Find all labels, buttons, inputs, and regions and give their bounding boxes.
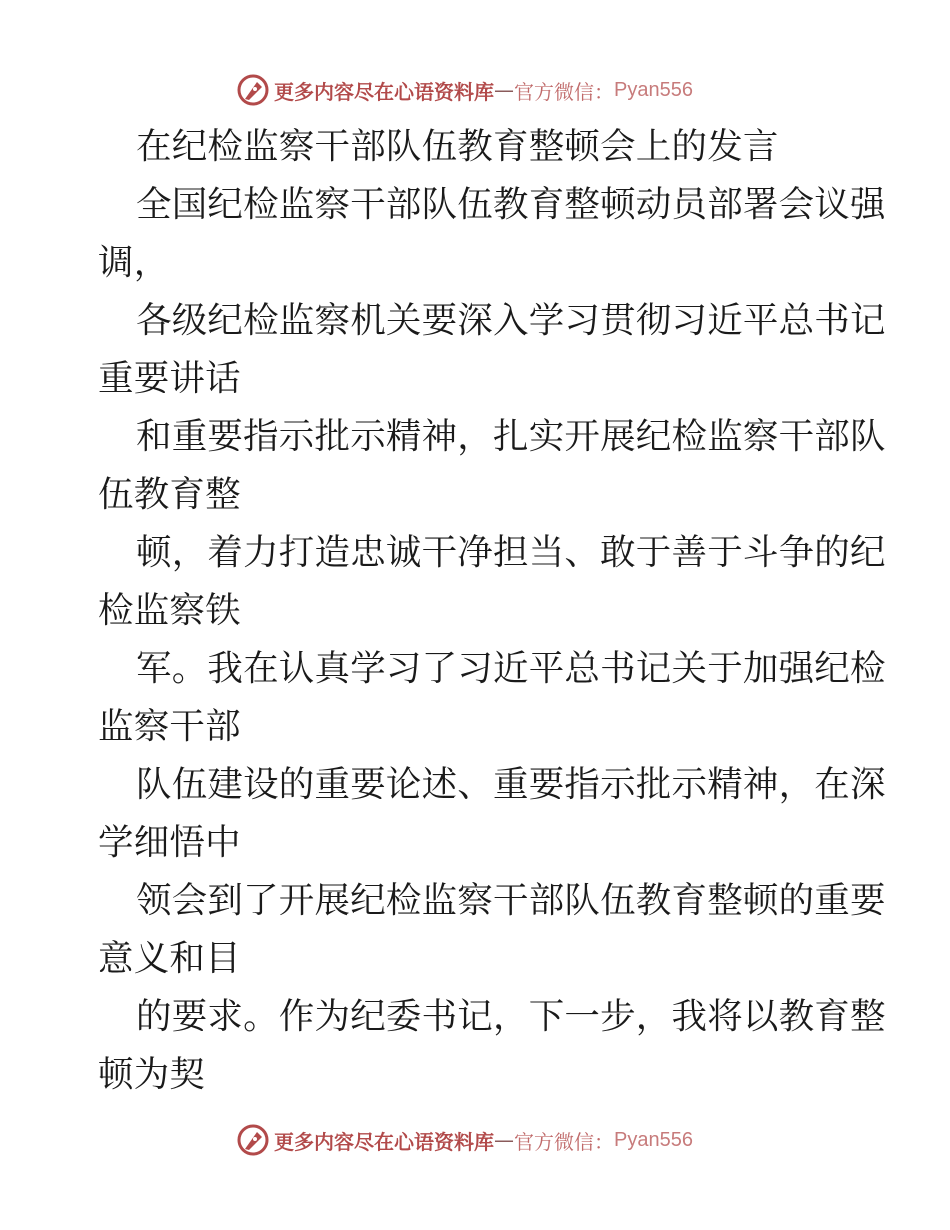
watermark-contact-label: 官方微信：: [514, 79, 614, 104]
paragraph-line: 监察干部: [98, 706, 241, 747]
paragraph-line: 伍教育整: [98, 474, 241, 515]
watermark-contact-label: 官方微信：: [514, 1129, 614, 1154]
paragraph-line: 意义和目: [98, 938, 241, 979]
document-body: [98, 118, 886, 1104]
paragraph-line: 和重要指示批示精神，扎实开展纪检监察干部队: [136, 416, 886, 457]
watermark-separator: —: [494, 1128, 514, 1152]
pen-nib-logo-icon: [236, 73, 270, 107]
footer-watermark: [236, 1122, 693, 1158]
paragraph-line: 检监察铁: [98, 590, 241, 631]
document-title-line: 在纪检监察干部队伍教育整顿会上的发言: [136, 126, 779, 167]
paragraph-line: 重要讲话: [98, 358, 241, 399]
watermark-main-text: 更多内容尽在心语资料库: [274, 79, 494, 104]
paragraph-line: 的要求。作为纪委书记，下一步，我将以教育整: [136, 996, 886, 1037]
paragraph-line: 各级纪检监察机关要深入学习贯彻习近平总书记: [136, 300, 886, 341]
watermark-contact-id: Pyan556: [614, 78, 693, 101]
watermark-contact-id: Pyan556: [614, 1128, 693, 1151]
paragraph-line: 顿，着力打造忠诚干净担当、敢于善于斗争的纪: [136, 532, 886, 573]
pen-nib-logo-icon: [236, 1123, 270, 1157]
paragraph-line: 顿为契: [98, 1054, 206, 1095]
paragraph-line: 军。我在认真学习了习近平总书记关于加强纪检: [136, 648, 886, 689]
paragraph-line: 调，: [98, 242, 170, 283]
watermark-main-text: 更多内容尽在心语资料库: [274, 1129, 494, 1154]
paragraph-line: 队伍建设的重要论述、重要指示批示精神，在深: [136, 764, 886, 805]
paragraph-line: 领会到了开展纪检监察干部队伍教育整顿的重要: [136, 880, 886, 921]
header-watermark: [236, 72, 693, 108]
paragraph-line: 全国纪检监察干部队伍教育整顿动员部署会议强: [136, 184, 886, 225]
watermark-separator: —: [494, 78, 514, 102]
paragraph-line: 学细悟中: [98, 822, 241, 863]
